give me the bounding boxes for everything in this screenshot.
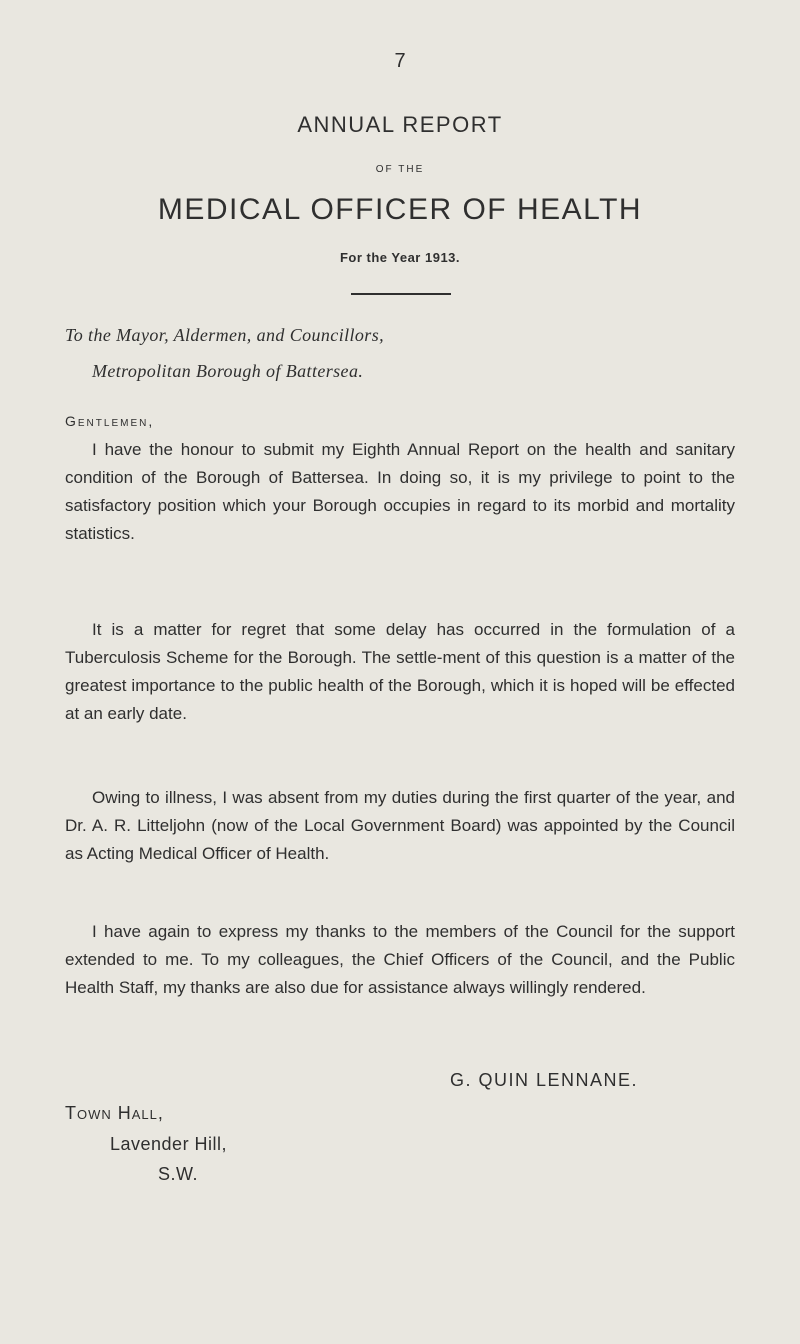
location-line-2: Lavender Hill,: [110, 1134, 228, 1154]
page-number: 7: [394, 50, 406, 72]
report-subject-title: MEDICAL OFFICER OF HEALTH: [157, 193, 643, 226]
paragraph-4: I have again to express my thanks to the members of the Council for the support extended to me. To my colleagues, the Chief Officers of the Council, and the Public Health Staff, my thanks are also due for assistance always willingly rendered.: [65, 922, 735, 997]
report-title: ANNUAL REPORT: [297, 112, 503, 137]
report-title-connector: OF THE: [375, 164, 425, 175]
paragraph-2: It is a matter for regret that some delay has occurred in the formulation of a Tuberculosis Scheme for the Borough. The settle-ment of this question is a matter of the greatest importance to the public health of the Borough, which it is hoped will be effected at an early date.: [65, 620, 735, 723]
address-line-2: Metropolitan Borough of Battersea.: [92, 361, 364, 381]
location-line-3: S.W.: [158, 1164, 199, 1184]
location-line-1: Town Hall,: [65, 1103, 164, 1123]
address-line-1: To the Mayor, Aldermen, and Councillors,: [65, 325, 385, 345]
paragraph-1: I have the honour to submit my Eighth Annual Report on the health and sanitary condition of the Borough of Battersea. In doing so, it is my privilege to point to the satisfactory position which your Borough occupies in regard to its morbid and mortality statistics.: [65, 440, 735, 543]
report-year: For the Year 1913.: [339, 250, 461, 265]
paragraph-3: Owing to illness, I was absent from my duties during the first quarter of the year, and Dr. A. R. Litteljohn (now of the Local Government Board) was appointed by the Council as Acting Medical Officer of Health.: [65, 788, 735, 863]
signature: G. QUIN LENNANE.: [450, 1070, 639, 1090]
title-divider: [351, 293, 451, 295]
salutation: Gentlemen,: [65, 413, 155, 429]
